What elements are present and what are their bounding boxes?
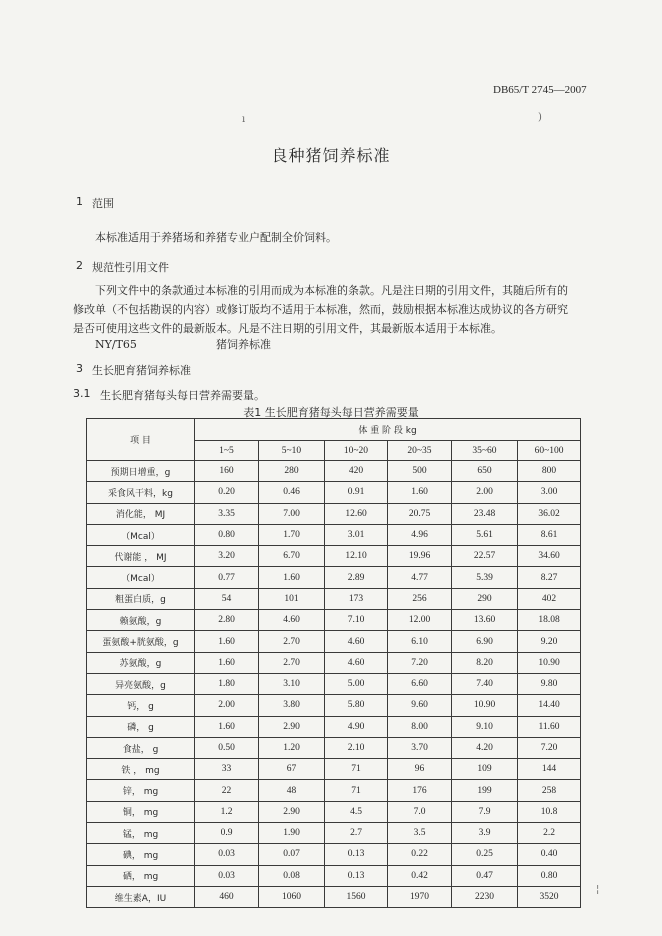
table-cell: 173: [325, 588, 388, 609]
table-cell: 19.96: [388, 546, 452, 567]
row-label: 异亮氨酸，g: [87, 673, 195, 694]
table-cell: 3.70: [388, 737, 452, 758]
table-cell: 4.90: [325, 716, 388, 737]
table-cell: 6.90: [452, 631, 518, 652]
row-label: 维生素A，IU: [87, 886, 195, 907]
table-cell: 13.60: [452, 610, 518, 631]
row-label: 食盐， g: [87, 737, 195, 758]
table-cell: 0.50: [195, 737, 259, 758]
table-cell: 1.60: [195, 652, 259, 673]
row-label: 碘， mg: [87, 844, 195, 865]
table-cell: 4.60: [259, 610, 325, 631]
table-cell: 2.89: [325, 567, 388, 588]
nutrient-table: [86, 418, 581, 908]
table-cell: 9.10: [452, 716, 518, 737]
row-label: 蛋氨酸+胱氨酸，g: [87, 631, 195, 652]
table-cell: 1.90: [259, 823, 325, 844]
column-header: 20~35: [388, 441, 452, 461]
table-cell: 7.20: [518, 737, 581, 758]
column-header: 60~100: [518, 441, 581, 461]
table-row: [87, 801, 581, 822]
table-cell: 11.60: [518, 716, 581, 737]
table-cell: 71: [325, 780, 388, 801]
table-cell: 402: [518, 588, 581, 609]
table-cell: 1970: [388, 886, 452, 907]
table-row: [87, 737, 581, 758]
column-header: 35~60: [452, 441, 518, 461]
table-cell: 280: [259, 461, 325, 482]
document-id: DB65/T 2745—2007: [493, 84, 587, 96]
table-cell: 12.60: [325, 503, 388, 524]
row-label: 赖氨酸，g: [87, 610, 195, 631]
table-cell: 500: [388, 461, 452, 482]
table-cell: 4.5: [325, 801, 388, 822]
row-label: 锌， mg: [87, 780, 195, 801]
table-cell: 1.60: [388, 482, 452, 503]
table-cell: 7.20: [388, 652, 452, 673]
table-cell: 0.91: [325, 482, 388, 503]
table-cell: 144: [518, 759, 581, 780]
column-header: 5~10: [259, 441, 325, 461]
row-label: 硒， mg: [87, 865, 195, 886]
left-margin-mark: ı: [242, 114, 246, 125]
row-label: 铁 ， mg: [87, 759, 195, 780]
section-2-line-1: 下列文件中的条款通过本标准的引用而成为本标准的条款。凡是注日期的引用文件，其随后所有的: [95, 284, 568, 297]
table-row: [87, 610, 581, 631]
table-cell: 0.22: [388, 844, 452, 865]
table-cell: 4.77: [388, 567, 452, 588]
table-row: [87, 695, 581, 716]
table-cell: 109: [452, 759, 518, 780]
table-cell: 0.42: [388, 865, 452, 886]
row-label: 钙， g: [87, 695, 195, 716]
table-cell: 2.90: [259, 801, 325, 822]
table-cell: 3.80: [259, 695, 325, 716]
table-cell: 2.00: [452, 482, 518, 503]
table-cell: 0.13: [325, 865, 388, 886]
table-cell: 3.10: [259, 673, 325, 694]
table-cell: 0.13: [325, 844, 388, 865]
table-cell: 1060: [259, 886, 325, 907]
table-cell: 2.80: [195, 610, 259, 631]
table-cell: 10.8: [518, 801, 581, 822]
table-row: [87, 652, 581, 673]
table-row: [87, 503, 581, 524]
table-cell: 0.20: [195, 482, 259, 503]
table-row: [87, 844, 581, 865]
table-cell: 160: [195, 461, 259, 482]
section-2-title: 规范性引用文件: [92, 261, 169, 274]
table-cell: 0.80: [195, 524, 259, 545]
table-cell: 3.00: [518, 482, 581, 503]
table-cell: 2.70: [259, 631, 325, 652]
table-cell: 199: [452, 780, 518, 801]
table-cell: 10.90: [518, 652, 581, 673]
table-row: [87, 716, 581, 737]
table-cell: 5.00: [325, 673, 388, 694]
table-cell: 4.60: [325, 652, 388, 673]
table-cell: 1.60: [195, 631, 259, 652]
table-cell: 1.20: [259, 737, 325, 758]
table-row: [87, 780, 581, 801]
table-cell: 650: [452, 461, 518, 482]
table-cell: 12.10: [325, 546, 388, 567]
column-header: 10~20: [325, 441, 388, 461]
table-cell: 0.25: [452, 844, 518, 865]
table-cell: 96: [388, 759, 452, 780]
table-cell: 176: [388, 780, 452, 801]
table-cell: 0.07: [259, 844, 325, 865]
table-cell: 9.60: [388, 695, 452, 716]
table-cell: 22.57: [452, 546, 518, 567]
table-cell: 2.70: [259, 652, 325, 673]
table-cell: 2.2: [518, 823, 581, 844]
table-cell: 0.47: [452, 865, 518, 886]
row-label: 消化能， MJ: [87, 503, 195, 524]
table-cell: 3.01: [325, 524, 388, 545]
table-cell: 8.00: [388, 716, 452, 737]
section-3-number: 3: [76, 362, 83, 375]
table-cell: 6.10: [388, 631, 452, 652]
table-cell: 9.20: [518, 631, 581, 652]
table-cell: 7.40: [452, 673, 518, 694]
table-cell: 5.80: [325, 695, 388, 716]
table-cell: 3.35: [195, 503, 259, 524]
table-cell: 3.5: [388, 823, 452, 844]
table-cell: 9.80: [518, 673, 581, 694]
section-1-text: 本标准适用于养猪场和养猪专业户配制全价饲料。: [95, 231, 337, 244]
row-label: 铜， mg: [87, 801, 195, 822]
table-cell: 12.00: [388, 610, 452, 631]
table-cell: 5.39: [452, 567, 518, 588]
table-cell: 7.9: [452, 801, 518, 822]
table-cell: 3.20: [195, 546, 259, 567]
section-3-1-number: 3.1: [73, 387, 91, 400]
section-2-number: 2: [76, 259, 83, 272]
table-cell: 3520: [518, 886, 581, 907]
table-cell: 0.08: [259, 865, 325, 886]
table-caption: 表1 生长肥育猪每头每日营养需要量: [243, 406, 419, 419]
table-row: [87, 673, 581, 694]
table-cell: 256: [388, 588, 452, 609]
table-cell: 10.90: [452, 695, 518, 716]
table-cell: 0.40: [518, 844, 581, 865]
section-3-1-title: 生长肥育猪每头每日营养需要量。: [100, 389, 265, 402]
table-cell: 7.0: [388, 801, 452, 822]
table-cell: 20.75: [388, 503, 452, 524]
table-cell: 34.60: [518, 546, 581, 567]
table-cell: 4.60: [325, 631, 388, 652]
table-cell: 33: [195, 759, 259, 780]
table-cell: 2230: [452, 886, 518, 907]
table-cell: 258: [518, 780, 581, 801]
table-cell: 7.10: [325, 610, 388, 631]
reference-code: NY/T65: [95, 338, 137, 351]
footer-mark: ¦: [596, 884, 600, 895]
table-cell: 3.9: [452, 823, 518, 844]
column-header: 1~5: [195, 441, 259, 461]
table-cell: 6.70: [259, 546, 325, 567]
table-cell: 1.70: [259, 524, 325, 545]
table-cell: 0.03: [195, 844, 259, 865]
table-cell: 18.08: [518, 610, 581, 631]
table-row: [87, 886, 581, 907]
table-cell: 1.2: [195, 801, 259, 822]
table-cell: 0.03: [195, 865, 259, 886]
table-cell: 290: [452, 588, 518, 609]
table-row: [87, 759, 581, 780]
table-cell: 4.20: [452, 737, 518, 758]
table-cell: 0.9: [195, 823, 259, 844]
row-label: 采食风干料，kg: [87, 482, 195, 503]
table-cell: 23.48: [452, 503, 518, 524]
table-row: [87, 482, 581, 503]
table-cell: 48: [259, 780, 325, 801]
table-cell: 2.7: [325, 823, 388, 844]
table-cell: 1560: [325, 886, 388, 907]
reference-title: 猪饲养标准: [216, 338, 271, 351]
table-cell: 8.20: [452, 652, 518, 673]
table-cell: 22: [195, 780, 259, 801]
table-cell: 8.27: [518, 567, 581, 588]
weight-stage-header: 体 重 阶 段 kg: [195, 419, 581, 441]
table-row: [87, 823, 581, 844]
table-cell: 1.60: [259, 567, 325, 588]
table-cell: 36.02: [518, 503, 581, 524]
section-2-line-3: 是否可使用这些文件的最新版本。凡是不注日期的引用文件，其最新版本适用于本标准。: [73, 322, 502, 335]
table-row: [87, 588, 581, 609]
row-label: 预期日增重，g: [87, 461, 195, 482]
row-label: （Mcal）: [87, 524, 195, 545]
table-row: [87, 865, 581, 886]
table-cell: 7.00: [259, 503, 325, 524]
table-row: [87, 461, 581, 482]
table-cell: 2.90: [259, 716, 325, 737]
section-1-number: 1: [76, 195, 83, 208]
table-cell: 0.80: [518, 865, 581, 886]
table-cell: 14.40: [518, 695, 581, 716]
row-label: 磷， g: [87, 716, 195, 737]
right-margin-mark: ): [538, 112, 542, 123]
table-cell: 0.77: [195, 567, 259, 588]
table-cell: 54: [195, 588, 259, 609]
table-cell: 4.96: [388, 524, 452, 545]
table-cell: 1.80: [195, 673, 259, 694]
table-cell: 2.10: [325, 737, 388, 758]
section-3-title: 生长肥育猪饲养标准: [92, 364, 191, 377]
table-cell: 67: [259, 759, 325, 780]
table-cell: 800: [518, 461, 581, 482]
table-cell: 0.46: [259, 482, 325, 503]
row-label: 粗蛋白质，g: [87, 588, 195, 609]
row-label: 锰， mg: [87, 823, 195, 844]
table-cell: 1.60: [195, 716, 259, 737]
table-cell: 460: [195, 886, 259, 907]
section-1-title: 范围: [92, 197, 114, 210]
table-cell: 8.61: [518, 524, 581, 545]
table-row: [87, 631, 581, 652]
table-cell: 420: [325, 461, 388, 482]
table-row: [87, 567, 581, 588]
table-cell: 2.00: [195, 695, 259, 716]
row-label: （Mcal）: [87, 567, 195, 588]
document-title: 良种猪饲养标准: [271, 146, 391, 165]
table-cell: 71: [325, 759, 388, 780]
table-cell: 6.60: [388, 673, 452, 694]
row-label: 代谢能 ， MJ: [87, 546, 195, 567]
item-header: 项 目: [87, 419, 195, 461]
table-cell: 101: [259, 588, 325, 609]
table-cell: 5.61: [452, 524, 518, 545]
row-label: 苏氨酸，g: [87, 652, 195, 673]
table-row: [87, 524, 581, 545]
section-2-line-2: 修改单（不包括勘误的内容）或修订版均不适用于本标准，然而，鼓励根据本标准达成协议的各方研究: [73, 303, 568, 316]
table-row: [87, 546, 581, 567]
